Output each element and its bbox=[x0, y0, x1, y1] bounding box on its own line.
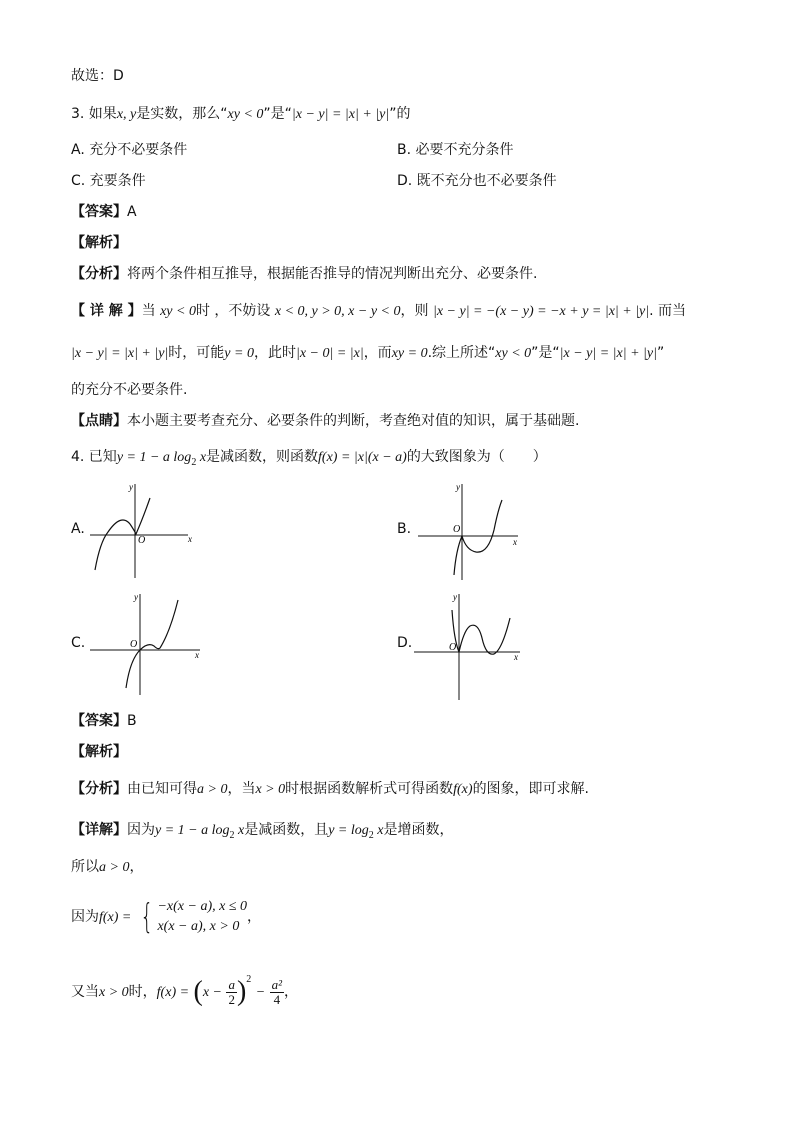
q3-detail-line2: |x − y| = |x| + |y|时，可能y = 0，此时|x − 0| = |x|，而xy = 0.综上所述“xy < 0”是“|x − y| = |x| + |y|” bbox=[71, 345, 665, 361]
q3-comment: 【点睛】本小题主要考查充分、必要条件的判断，考查绝对值的知识，属于基础题. bbox=[71, 413, 580, 429]
piecewise-brace: { bbox=[140, 897, 154, 937]
graph-d-x-label: x bbox=[514, 652, 518, 662]
fraction-a-over-2: $\frac{a}{2}$ bbox=[228, 976, 235, 1007]
graph-b-y-label: y bbox=[456, 482, 460, 492]
graph-b-x-label: x bbox=[513, 537, 517, 547]
graph-c-x-label: x bbox=[195, 650, 199, 660]
graph-d-y-label: y bbox=[453, 592, 457, 602]
q4-answer: 【答案】B bbox=[71, 713, 137, 729]
q4-analysis: 【分析】由已知可得a > 0，当x > 0时根据函数解析式可得函数f(x)的图象，即可求解. bbox=[71, 781, 590, 797]
q4-detail-line1: 【详解】因为y = 1 − a $\log_2 x$是减函数，且$y = \log_2 x$是增函数， bbox=[71, 822, 454, 841]
graph-c bbox=[88, 590, 203, 698]
q3-stem: 3. 如果x, y是实数，那么“xy < 0”是“|x − y| = |x| + |y|”的 bbox=[71, 106, 411, 122]
q3-option-a: A. 充分不必要条件 bbox=[71, 142, 188, 158]
graph-c-y-label: y bbox=[134, 592, 138, 602]
q3-option-c: C. 充要条件 bbox=[71, 173, 146, 189]
piecewise-cases: −x(x − a), x ≤ 0 x(x − a), x > 0 bbox=[157, 899, 248, 934]
q3-detail-line3: 的充分不必要条件. bbox=[71, 382, 188, 398]
graph-c-label: C. bbox=[71, 635, 86, 651]
graph-b-label: B. bbox=[397, 521, 412, 537]
graph-d bbox=[412, 590, 524, 702]
graph-a-label: A. bbox=[71, 521, 85, 537]
graph-a-x-label: x bbox=[188, 534, 192, 544]
prev-choose: 故选：D bbox=[71, 68, 124, 84]
graph-b bbox=[416, 480, 526, 584]
fraction-a2-over-4: $\frac{\text{a²}}{4}$ bbox=[271, 976, 283, 1007]
graph-c-origin: O bbox=[130, 639, 138, 650]
graph-b-origin: O bbox=[453, 524, 461, 535]
graph-a-origin: O bbox=[138, 535, 146, 546]
q4-detail-line3: 因为f(x) = { −x(x − a), x ≤ 0 x(x − a), x > 0 ， bbox=[71, 897, 262, 937]
q3-option-d: D. 既不充分也不必要条件 bbox=[397, 173, 557, 189]
q4-detail-line2: 所以a > 0， bbox=[71, 859, 144, 875]
q4-stem: 4. 已知y = 1 − a $\log_2 x$是减函数，则函数f(x) = |x|(x − a)的大致图象为（ ） bbox=[71, 449, 547, 468]
q3-detail-line1: 【 详 解 】当 xy < 0时 ，不妨设 x < 0, y > 0, x − y < 0，则 |x − y| = −(x − y) = −x + y = |x| + |y|. 而当 bbox=[71, 303, 687, 319]
q3-answer: 【答案】A bbox=[71, 204, 137, 220]
q3-analysis: 【分析】将两个条件相互推导，根据能否推导的情况判断出充分、必要条件. bbox=[71, 266, 538, 282]
q4-jiexi-tag: 【解析】 bbox=[71, 744, 127, 760]
graph-a bbox=[88, 480, 198, 580]
graph-d-label: D. bbox=[397, 635, 413, 651]
graph-a-y-label: y bbox=[129, 482, 133, 492]
q3-jiexi-tag: 【解析】 bbox=[71, 235, 127, 251]
q3-option-b: B. 必要不充分条件 bbox=[397, 142, 514, 158]
q4-detail-line4: 又当x > 0时，f(x) = (x − $\frac{a}{2}$ )$^2$ − $\frac{\text{a²}}{4}$ ， bbox=[71, 974, 299, 1007]
graph-d-origin: O bbox=[449, 642, 457, 653]
